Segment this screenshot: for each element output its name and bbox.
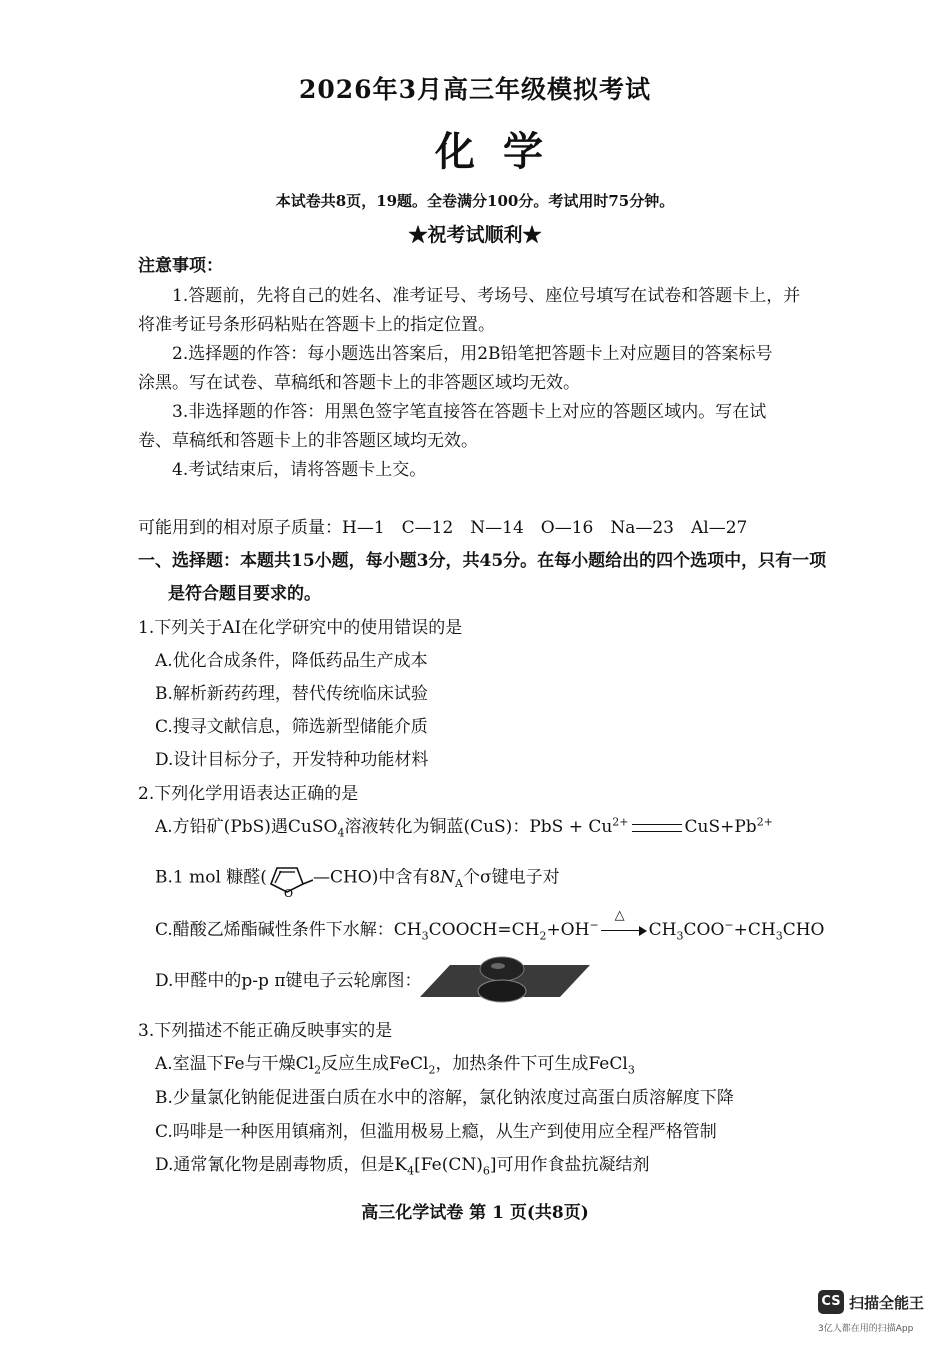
notice-line: 2.选择题的作答：每小题选出答案后，用2B铅笔把答题卡上对应题目的答案标号 <box>172 344 773 364</box>
q3-option-a <box>155 1054 635 1077</box>
q3-stem: 3.下列描述不能正确反映事实的是 <box>138 1021 393 1041</box>
exam-title: 2026年3月高三年级模拟考试 <box>299 75 651 104</box>
q3-d-text: [Fe(CN) <box>414 1155 483 1175</box>
arrow-label: △ <box>614 907 625 923</box>
q1-option-b: B.解析新药药理，替代传统临床试验 <box>155 684 428 704</box>
q2-c-sub: 2 <box>539 929 547 943</box>
q3-a-sub: 2 <box>314 1063 322 1077</box>
exam-info: 本试卷共8页，19题。全卷满分100分。考试用时75分钟。 <box>275 192 675 210</box>
subject-title: 化学 <box>435 128 571 175</box>
q2-b-post: 个σ键电子对 <box>463 867 560 888</box>
q2-c-sup: − <box>589 918 599 932</box>
q1-option-c: C.搜寻文献信息，筛选新型储能介质 <box>155 717 428 737</box>
q3-a-sub: 2 <box>428 1063 436 1077</box>
q2-c-sup: − <box>724 918 734 932</box>
atomic-masses: 可能用到的相对原子质量：H—1 C—12 N—14 O—16 Na—23 Al—27 <box>138 518 748 538</box>
q3-d-text: D.通常氰化物是剧毒物质，但是K <box>155 1155 408 1175</box>
q2-c-text: C.醋酸乙烯酯碱性条件下水解：CH <box>155 920 422 940</box>
q1-stem: 1.下列关于AI在化学研究中的使用错误的是 <box>138 618 463 638</box>
q3-option-d <box>155 1155 650 1178</box>
q3-a-sub: 3 <box>627 1063 635 1077</box>
q2-option-c <box>155 907 825 943</box>
furan-ring-icon <box>267 858 313 898</box>
camscanner-tagline: 3亿人都在用的扫描App <box>818 1324 914 1334</box>
q2-c-text: +CH <box>733 920 776 940</box>
notice-line: 涂黑。写在试卷、草稿纸和答题卡上的非答题区域均无效。 <box>138 373 580 393</box>
q1-option-d: D.设计目标分子，开发特种功能材料 <box>155 750 429 770</box>
q2-stem: 2.下列化学用语表达正确的是 <box>138 784 359 804</box>
q2-c-text: COO <box>683 920 725 940</box>
q2-b-group: —CHO)中含有8 <box>312 867 441 888</box>
q2-c-sub: 3 <box>775 929 783 943</box>
q2-c-text: COOCH=CH <box>428 920 540 940</box>
reaction-arrow-icon <box>601 907 647 937</box>
q2-a-sup: 2+ <box>612 815 629 829</box>
q2-a-sub: 4 <box>337 826 345 840</box>
q3-option-c: C.吗啡是一种医用镇痛剂，但滥用极易上瘾，从生产到使用应全程严格管制 <box>155 1122 717 1142</box>
q3-a-text: ，加热条件下可生成FeCl <box>435 1054 628 1074</box>
equals-sign <box>632 824 682 832</box>
q3-a-text: 反应生成FeCl <box>321 1054 429 1074</box>
q3-d-sub: 6 <box>482 1164 490 1178</box>
q3-option-b: B.少量氯化钠能促进蛋白质在水中的溶解，氯化钠浓度过高蛋白质溶解度下降 <box>155 1088 734 1108</box>
section-heading: 一、选择题：本题共15小题，每小题3分，共45分。在每小题给出的四个选项中，只有一项 <box>138 551 827 571</box>
notice-line: 将准考证号条形码粘贴在答题卡上的指定位置。 <box>138 315 495 335</box>
q2-c-text: CHO <box>782 920 825 940</box>
q2-c-text: +OH <box>546 920 590 940</box>
q2-c-sub: 3 <box>676 929 684 943</box>
q3-a-text: A.室温下Fe与干燥Cl <box>155 1054 315 1074</box>
q3-d-sub: 4 <box>407 1164 415 1178</box>
notice-line: 卷、草稿纸和答题卡上的非答题区域均无效。 <box>138 431 478 451</box>
svg-text:O: O <box>283 887 293 898</box>
q2-c-text: CH <box>648 920 677 940</box>
q2-a-sup2: 2+ <box>756 815 773 829</box>
notice-line: 3.非选择题的作答：用黑色签字笔直接答在答题卡上对应的答题区域内。写在试 <box>172 402 767 422</box>
q2-c-sub: 3 <box>421 929 429 943</box>
q2-a-text3: CuS+Pb <box>684 817 757 837</box>
camscanner-logo: CS <box>818 1290 844 1314</box>
notice-line: 4.考试结束后，请将答题卡上交。 <box>172 460 427 480</box>
camscanner-name: 扫描全能王 <box>849 1294 925 1312</box>
good-luck-banner: ★祝考试顺利★ <box>408 224 542 246</box>
pi-bond-electron-cloud-icon <box>420 955 592 1003</box>
q2-b-n: N <box>440 867 456 888</box>
notice-heading: 注意事项： <box>138 256 223 276</box>
q2-option-b <box>155 858 560 898</box>
q2-a-text2: 溶液转化为铜蓝(CuS)：PbS + Cu <box>344 817 613 837</box>
q2-a-text: A.方铅矿(PbS)遇CuSO <box>155 817 338 837</box>
q2-b-pre: B.1 mol 糠醛( <box>155 867 267 888</box>
q1-option-a: A.优化合成条件，降低药品生产成本 <box>155 651 428 671</box>
notice-line: 1.答题前，先将自己的姓名、准考证号、考场号、座位号填写在试卷和答题卡上，并 <box>172 286 801 306</box>
section-heading-cont: 是符合题目要求的。 <box>168 584 321 604</box>
page-footer: 高三化学试卷 第 1 页(共8页) <box>361 1203 589 1223</box>
q2-option-d: D.甲醛中的p-p π键电子云轮廓图： <box>155 971 422 991</box>
q2-b-nsub: A <box>455 876 463 890</box>
q2-option-a <box>155 815 773 840</box>
q3-d-text: ]可用作食盐抗凝结剂 <box>489 1155 650 1175</box>
